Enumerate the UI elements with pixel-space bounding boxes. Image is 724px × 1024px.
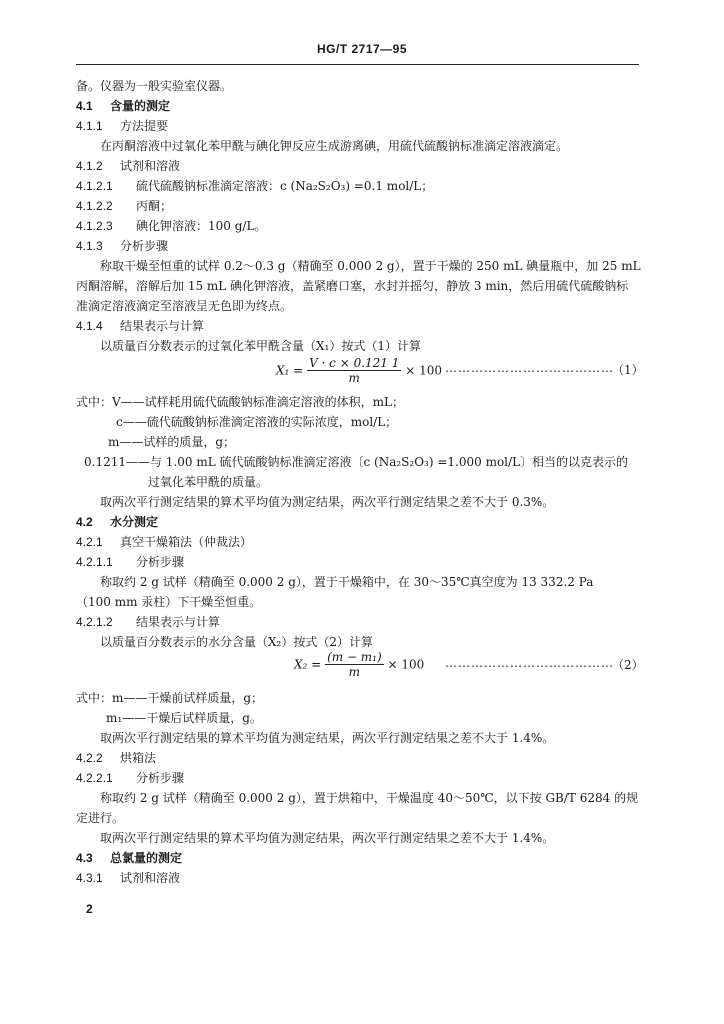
subsection-heading	[76, 768, 640, 788]
section-number: 4.2.1.2	[76, 615, 113, 629]
section-heading	[76, 848, 640, 868]
formula-fraction	[307, 356, 401, 385]
subsection-heading	[76, 316, 640, 336]
section-title: 方法提要	[120, 119, 169, 133]
section-number: 4.3	[76, 851, 93, 865]
paragraph-line: 称取约 2 g 试样（精确至 0.000 2 g），置于烘箱中，干燥温度 40～50℃，以下按 GB/T 6284 的规	[100, 791, 639, 805]
paragraph-line: 以质量百分数表示的水分含量（X₂）按式（2）计算	[100, 635, 373, 649]
section-heading	[76, 512, 640, 532]
section-title: 烘箱法	[120, 751, 157, 765]
list-item	[76, 216, 640, 236]
section-number: 4.2.2	[76, 751, 103, 765]
section-number: 4.1.3	[76, 239, 103, 253]
paragraph-line: 取两次平行测定结果的算术平均值为测定结果，两次平行测定结果之差不大于 0.3%。	[100, 495, 555, 509]
section-number: 4.2.1.1	[76, 555, 113, 569]
section-title: 结果表示与计算	[136, 615, 221, 629]
subsection-heading	[76, 532, 640, 552]
subsection-heading	[76, 236, 640, 256]
where-line: 式中：V——试样耗用硫代硫酸钠标准滴定溶液的体积，mL；	[76, 395, 405, 409]
where-line: 0.1211——与 1.00 mL 硫代硫酸钠标准滴定溶液〔c (Na₂S₂O₃) =1.000 mol/L〕相当的以克表示的	[84, 455, 629, 469]
where-line: m₁——干燥后试样质量，g。	[106, 711, 262, 725]
formula-denominator: m	[348, 665, 361, 679]
paragraph-line: 取两次平行测定结果的算术平均值为测定结果，两次平行测定结果之差不大于 1.4%。	[100, 731, 555, 745]
formula-numerator: (m − m₁)	[327, 650, 382, 664]
section-number: 4.1.4	[76, 319, 103, 333]
item-text: 硫代硫酸钠标准滴定溶液：c (Na₂S₂O₃) =0.1 mol/L；	[136, 179, 434, 193]
header-rule	[76, 64, 639, 65]
section-number: 4.3.1	[76, 871, 103, 885]
paragraph-line: 准滴定溶液滴定至溶液呈无色即为终点。	[76, 299, 293, 313]
subsection-heading	[76, 868, 640, 888]
standard-code-header: HG/T 2717—95	[316, 42, 408, 56]
paragraph-line: 丙酮溶解，溶解后加 15 mL 碘化钾溶液，盖紧磨口塞，水封并摇匀，静放 3 min，然后用硫代硫酸钠标	[76, 279, 629, 293]
subsection-heading	[76, 116, 640, 136]
leader-dots: …………………………………	[445, 656, 614, 670]
formula-numerator: V · c × 0.121 1	[309, 356, 400, 370]
section-title: 含量的测定	[110, 99, 171, 113]
formula-lhs: X₁ =	[276, 363, 304, 378]
paragraph-line: 定进行。	[76, 811, 125, 825]
list-item	[76, 176, 640, 196]
section-title: 分析步骤	[120, 239, 169, 253]
paragraph-line: 取两次平行测定结果的算术平均值为测定结果，两次平行测定结果之差不大于 1.4%。	[100, 831, 555, 845]
section-number: 4.1.1	[76, 119, 103, 133]
equation-number: （1）	[612, 363, 644, 377]
section-number: 4.1	[76, 99, 93, 113]
section-title: 总氯量的测定	[110, 851, 183, 865]
where-line: 过氧化苯甲酰的质量。	[148, 475, 269, 489]
page-number: 2	[86, 902, 93, 916]
paragraph-line: （100 mm 汞柱）下干燥至恒重。	[76, 595, 262, 609]
section-heading	[76, 96, 640, 116]
paragraph-line: 在丙酮溶液中过氧化苯甲酰与碘化钾反应生成游离碘，用硫代硫酸钠标准滴定溶液滴定。	[100, 139, 569, 153]
item-text: 碘化钾溶液：100 g/L。	[136, 219, 267, 233]
section-title: 试剂和溶液	[120, 871, 181, 885]
subsection-heading	[76, 748, 640, 768]
item-text: 丙酮；	[136, 199, 173, 213]
section-number: 4.1.2.1	[76, 179, 113, 193]
where-line: c——硫代硫酸钠标准滴定溶液的实际浓度，mol/L；	[116, 415, 398, 429]
section-number: 4.2.2.1	[76, 771, 113, 785]
continuation-line: 备。仪器为一般实验室仪器。	[76, 79, 233, 93]
section-number: 4.2	[76, 515, 93, 529]
subsection-heading	[76, 612, 640, 632]
formula-2	[294, 650, 424, 679]
section-title: 结果表示与计算	[120, 319, 205, 333]
formula-tail: × 100	[387, 657, 425, 672]
section-number: 4.1.2.2	[76, 199, 113, 213]
section-number: 4.2.1	[76, 535, 103, 549]
section-number: 4.1.2.3	[76, 219, 113, 233]
formula-fraction	[325, 650, 384, 679]
paragraph-line: 以质量百分数表示的过氧化苯甲酰含量（X₁）按式（1）计算	[100, 339, 421, 353]
where-line: m——试样的质量，g；	[108, 435, 236, 449]
formula-lhs: X₂ =	[294, 657, 322, 672]
section-title: 水分测定	[110, 515, 159, 529]
where-line: 式中：m——干燥前试样质量，g；	[76, 691, 264, 705]
section-title: 分析步骤	[136, 771, 185, 785]
section-title: 真空干燥箱法（仲裁法）	[120, 535, 253, 549]
section-title: 试剂和溶液	[120, 159, 181, 173]
paragraph-line: 称取干燥至恒重的试样 0.2～0.3 g（精确至 0.000 2 g），置于干燥的 250 mL 碘量瓶中，加 25 mL	[100, 259, 641, 273]
subsection-heading	[76, 156, 640, 176]
formula-tail: × 100	[405, 363, 442, 378]
formula-1	[276, 356, 442, 385]
paragraph-line: 称取约 2 g 试样（精确至 0.000 2 g），置于干燥箱中，在 30～35℃真空度为 13 332.2 Pa	[100, 575, 594, 589]
list-item	[76, 196, 640, 216]
equation-number: （2）	[612, 658, 644, 672]
leader-dots: …………………………………	[445, 361, 614, 375]
subsection-heading	[76, 552, 640, 572]
formula-denominator: m	[348, 371, 360, 385]
section-number: 4.1.2	[76, 159, 103, 173]
section-title: 分析步骤	[136, 555, 185, 569]
